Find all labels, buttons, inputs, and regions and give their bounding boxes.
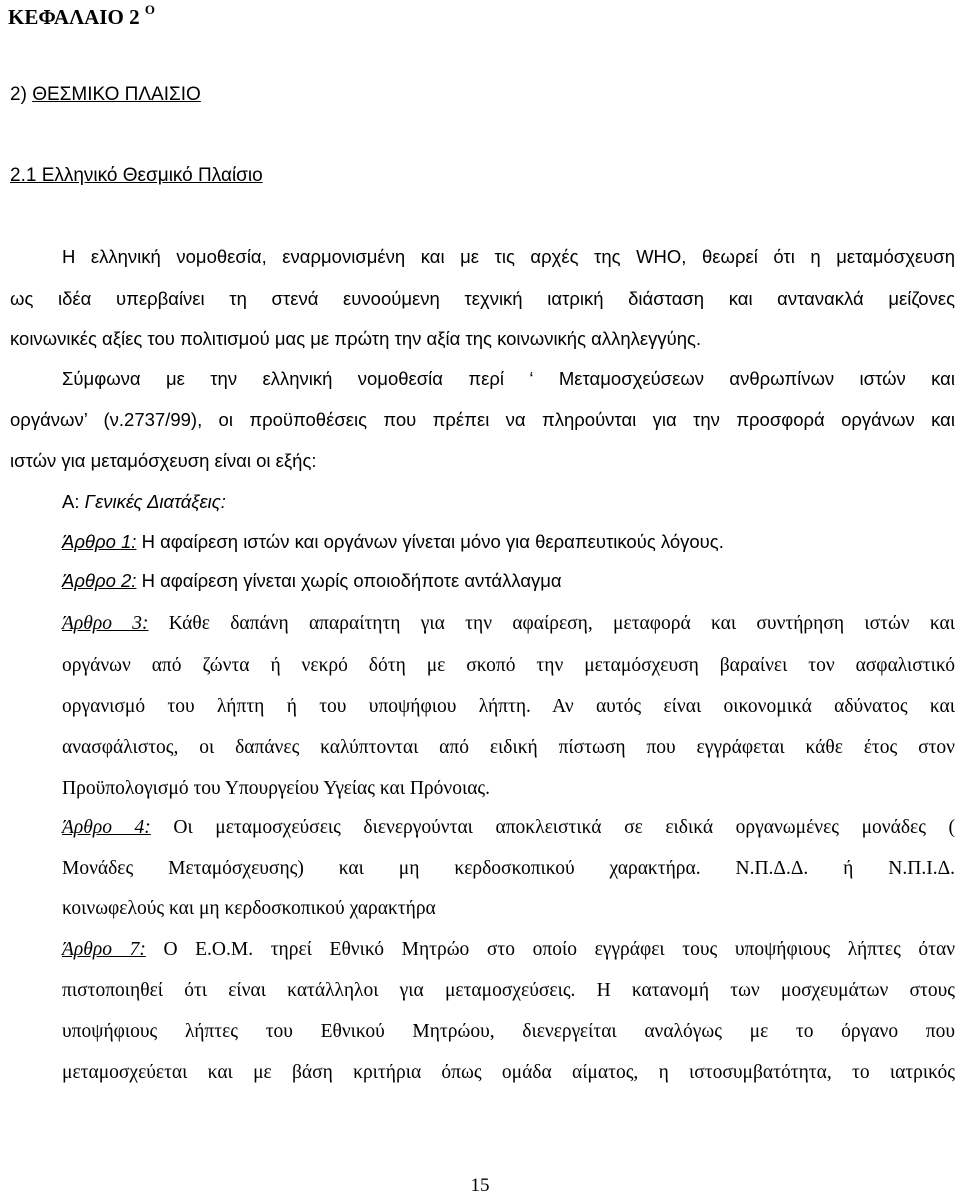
article-3-line-1: Άρθρο 3: Κάθε δαπάνη απαραίτητη για την αφαίρεση, μεταφορά και συντήρηση ιστών και [62, 613, 956, 634]
intro-line-3: κοινωνικές αξίες του πολιτισμού μας με πρώτη την αξία της κοινωνικής αλληλεγγύης. [10, 328, 702, 349]
article-1: Άρθρο 1: Η αφαίρεση ιστών και οργάνων γίνεται μόνο για θεραπευτικούς λόγους. [62, 531, 724, 552]
chapter-superscript: Ο [144, 2, 155, 17]
article-7-label: Άρθρο 7: [62, 939, 146, 960]
article-4-line-1: Άρθρο 4: Οι μεταμοσχεύσεις διενεργούνται αποκλειστικά σε ειδικά οργανωμένες μονάδες ( [62, 817, 955, 838]
article-3-line-2: οργάνων από ζώντα ή νεκρό δότη με σκοπό την μεταμόσχευση βαραίνει τον ασφαλιστικό [62, 655, 955, 676]
intro-line-1: Η ελληνική νομοθεσία, εναρμονισμένη και με τις αρχές της WHO, θεωρεί ότι η μεταμόσχευση [62, 246, 955, 267]
article-2: Άρθρο 2: Η αφαίρεση γίνεται χωρίς οποιοδήποτε αντάλλαγμα [62, 570, 562, 591]
chapter-heading: ΚΕΦΑΛΑΙΟ 2 $^O$ [8, 2, 155, 29]
law-intro-line-1: Σύμφωνα με την ελληνική νομοθεσία περί ‘ Μεταμοσχεύσεων ανθρωπίνων ιστών και [62, 368, 955, 389]
article-4-line-3: κοινωφελούς και μη κερδοσκοπικού χαρακτήρα [62, 898, 436, 919]
article-4-label: Άρθρο 4: [62, 817, 151, 838]
article-3-line-3: οργανισμό του λήπτη ή του υποψήφιου λήπτη. Αν αυτός είναι οικονομικά αδύνατος και [62, 696, 955, 717]
article-7-line-2: πιστοποιηθεί ότι είναι κατάλληλοι για μεταμοσχεύσεις. Η κατανομή των μοσχευμάτων στους [62, 980, 955, 1001]
law-intro-line-3: ιστών για μεταμόσχευση είναι οι εξής: [10, 450, 317, 471]
law-intro-line-2: οργάνων’ (ν.2737/99), οι προϋποθέσεις που πρέπει να πληρούνται για την προσφορά οργάνων και [10, 409, 955, 430]
article-7-line-3: υποψήφιους λήπτες του Εθνικού Μητρώου, διενεργείται αναλόγως με το όργανο που [62, 1021, 955, 1042]
article-3-line-5: Προϋπολογισμό του Υπουργείου Υγείας και Πρόνοιας. [62, 778, 491, 799]
section-heading: 2) ΘΕΣΜΙΚΟ ΠΛΑΙΣΙΟ [10, 84, 201, 105]
subsection-heading: 2.1 Ελληνικό Θεσμικό Πλαίσιο [10, 165, 263, 186]
article-4-line-2: Μονάδες Μεταμόσχευσης) και μη κερδοσκοπικού χαρακτήρα. Ν.Π.Δ.Δ. ή Ν.Π.Ι.Δ. [62, 858, 955, 879]
page-number: 15 [470, 1175, 490, 1196]
intro-line-2: ως ιδέα υπερβαίνει τη στενά ευνοούμενη τεχνική ιατρική διάσταση και αντανακλά μείζονες [10, 288, 955, 309]
article-7-line-4: μεταμοσχεύεται και με βάση κριτήρια όπως ομάδα αίματος, η ιστοσυμβατότητα, το ιατρικός [62, 1062, 955, 1083]
general-provisions: Α: Γενικές Διατάξεις: [62, 491, 226, 512]
article-3-line-4: ανασφάλιστος, οι δαπάνες καλύπτονται από ειδική πίστωση που εγγράφεται κάθε έτος στον [62, 737, 955, 758]
article-7-line-1: Άρθρο 7: Ο Ε.Ο.Μ. τηρεί Εθνικό Μητρώο στο οποίο εγγράφει τους υποψήφιους λήπτες όταν [62, 939, 956, 960]
article-3-label: Άρθρο 3: [62, 613, 149, 634]
